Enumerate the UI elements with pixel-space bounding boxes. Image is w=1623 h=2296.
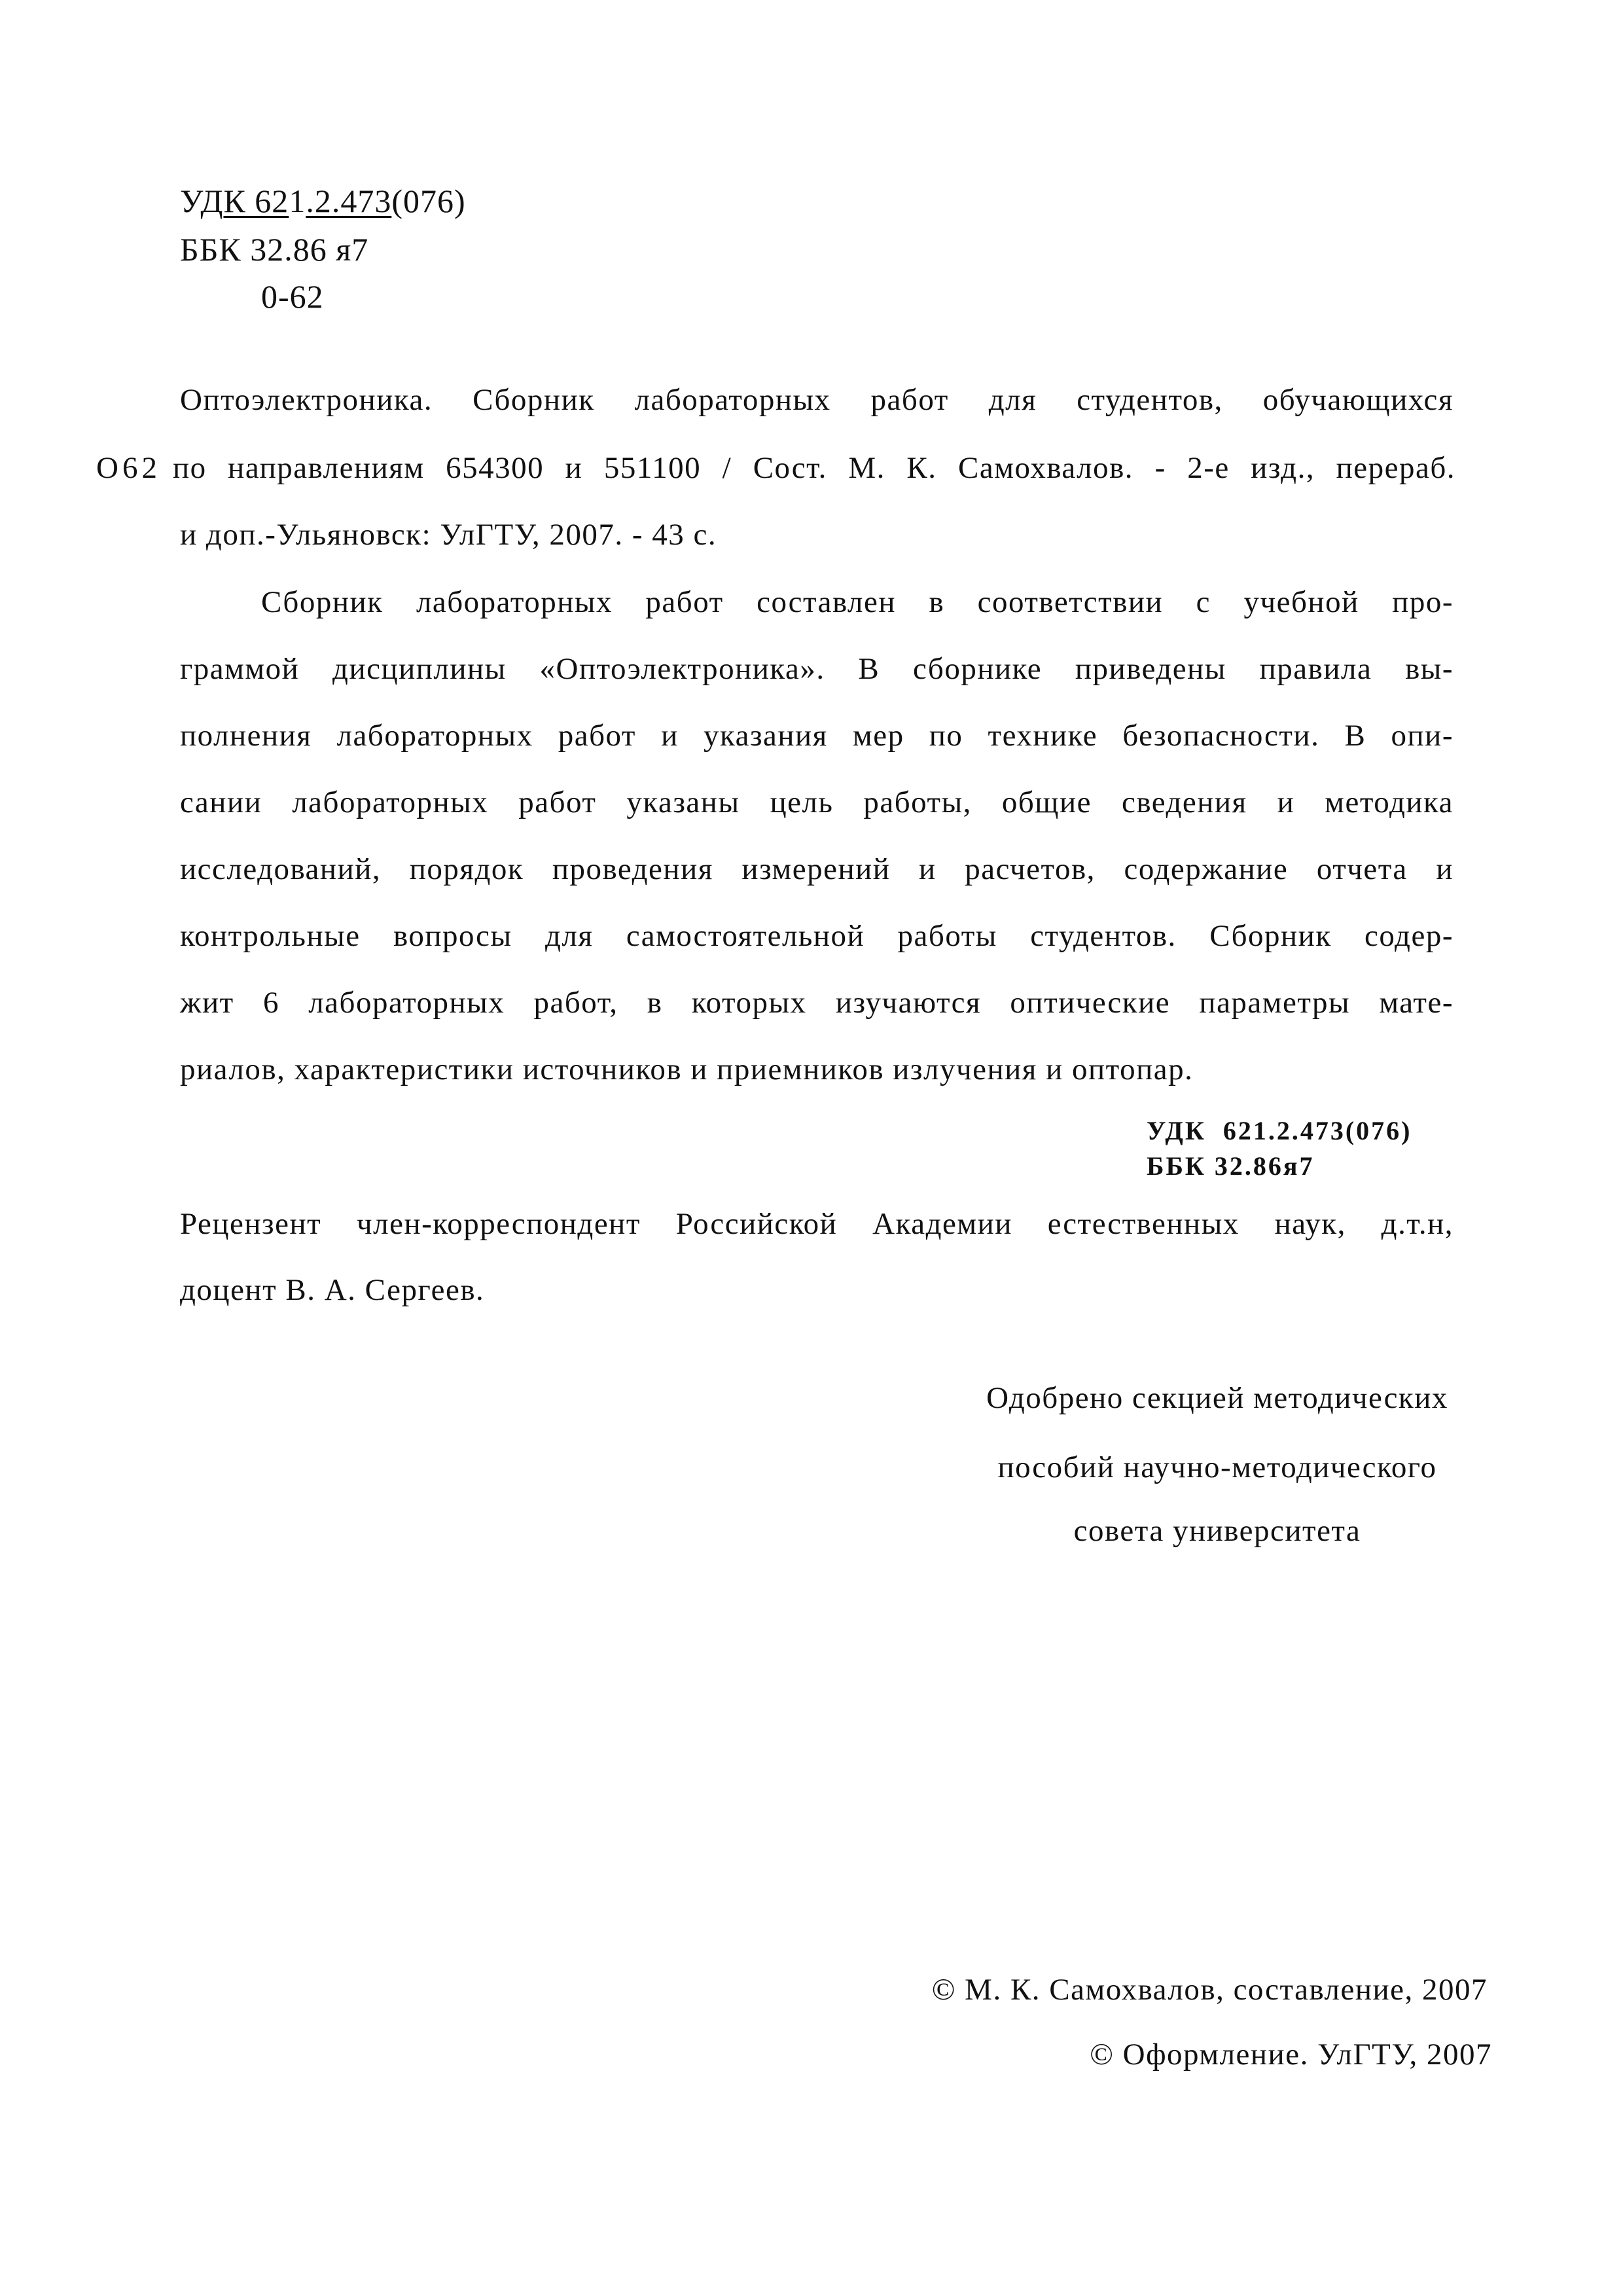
- bbk-small: ББК 32.86я7: [1147, 1151, 1315, 1181]
- reviewer-line: доцент В. А. Сергеев.: [180, 1273, 485, 1307]
- side-code: О62: [96, 451, 161, 485]
- abstract-line: полнения лабораторных работ и указания мер по технике безопасности. В опи-: [180, 719, 1454, 753]
- abstract-line: контрольные вопросы для самостоятельной работы студентов. Сборник содер-: [180, 919, 1454, 953]
- abstract-line: Сборник лабораторных работ составлен в соответствии с учебной про-: [261, 585, 1454, 619]
- bbk-code: ББК 32.86 я7: [180, 231, 369, 268]
- approval-line: совета университета: [1073, 1514, 1361, 1548]
- citation-line: по направлениям 654300 и 551100 / Сост. М. К. Самохвалов. - 2-е изд., перераб.: [173, 451, 1455, 485]
- udk-underlined-part: .2.473: [306, 183, 392, 219]
- approval-line: Одобрено секцией методических: [986, 1381, 1448, 1415]
- author-code: 0-62: [261, 278, 324, 315]
- udk-suffix: (076): [391, 183, 466, 219]
- copyright-line: © Оформление. УлГТУ, 2007: [1090, 2037, 1492, 2072]
- reviewer-line: Рецензент член-корреспондент Российской Академии естественных наук, д.т.н,: [180, 1207, 1454, 1241]
- udk-mid: 1: [289, 183, 306, 219]
- copyright-line: © М. К. Самохвалов, составление, 2007: [931, 1973, 1488, 2007]
- udk-prefix: УД: [180, 183, 224, 219]
- abstract-line: исследований, порядок проведения измерений и расчетов, содержание отчета и: [180, 852, 1454, 886]
- udk-code: [180, 185, 466, 217]
- abstract-line: риалов, характеристики источников и приемников излучения и оптопар.: [180, 1052, 1194, 1086]
- citation-line: Оптоэлектроника. Сборник лабораторных работ для студентов, обучающихся: [180, 383, 1454, 417]
- udk-small: УДК 621.2.473(076): [1147, 1116, 1412, 1145]
- citation-line: и доп.-Ульяновск: УлГТУ, 2007. - 43 с.: [180, 518, 717, 552]
- approval-line: пособий научно-методического: [997, 1450, 1437, 1484]
- abstract-line: жит 6 лабораторных работ, в которых изучаются оптические параметры мате-: [180, 986, 1454, 1020]
- udk-underlined-part: К 62: [223, 183, 289, 219]
- abstract-line: граммой дисциплины «Оптоэлектроника». В сборнике приведены правила вы-: [180, 652, 1454, 686]
- abstract-line: сании лабораторных работ указаны цель работы, общие сведения и методика: [180, 785, 1454, 819]
